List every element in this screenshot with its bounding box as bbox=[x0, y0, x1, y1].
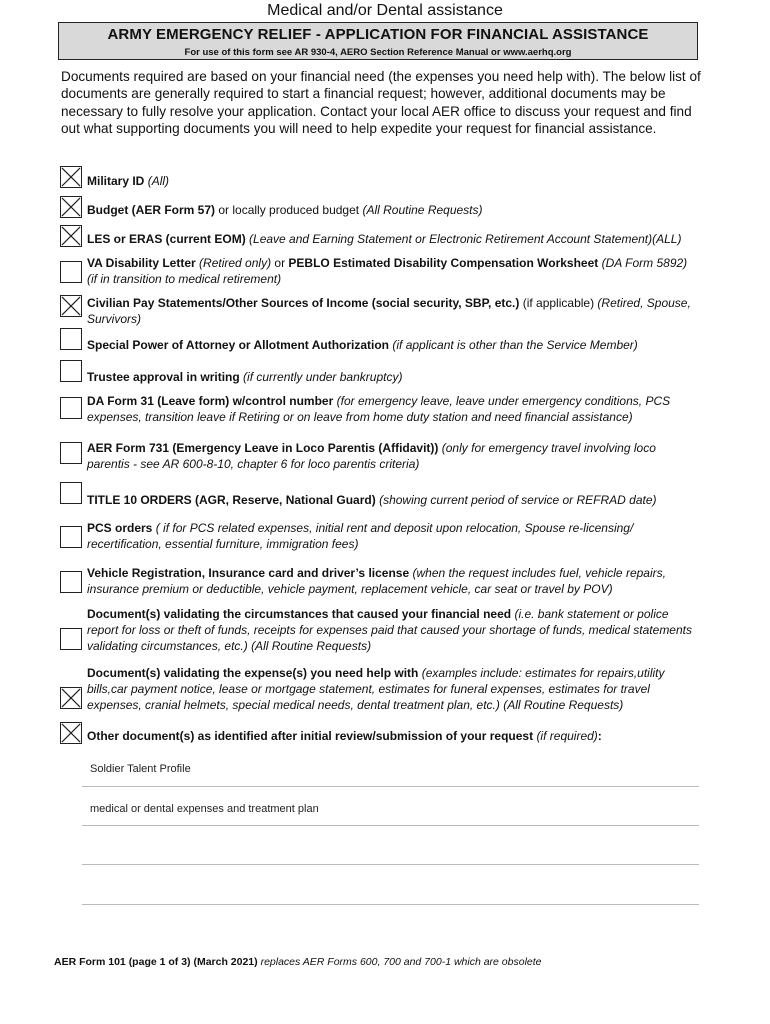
item-note: (only for emergency travel involving loco parentis - see AR 600-8-10, chapter 6 for loco parentis criteria) bbox=[87, 441, 656, 471]
item-label: Document(s) validating the expense(s) you need help with bbox=[87, 666, 419, 680]
fill-line-1 bbox=[82, 786, 699, 787]
item-label: Special Power of Attorney or Allotment Authorization bbox=[87, 338, 390, 352]
item-note: (Retired, Spouse, Survivors) bbox=[87, 296, 691, 326]
form-title: ARMY EMERGENCY RELIEF - APPLICATION FOR FINANCIAL ASSISTANCE bbox=[107, 26, 649, 43]
checkbox-pcs-orders[interactable] bbox=[60, 526, 82, 548]
item-label: Trustee approval in writing bbox=[87, 370, 240, 384]
item-label: LES or ERAS (current EOM) bbox=[87, 232, 246, 246]
checkbox-title-10-orders[interactable] bbox=[60, 482, 82, 504]
item-note: (All Routine Requests) bbox=[362, 203, 483, 217]
checkbox-other-docs[interactable] bbox=[60, 722, 82, 744]
item-label: VA Disability Letter bbox=[87, 256, 196, 270]
checkbox-va-disability[interactable] bbox=[60, 261, 82, 283]
item-note: (if applicant is other than the Service Member) bbox=[392, 338, 638, 352]
footer-form-id: AER Form 101 (page 1 of 3) (March 2021) bbox=[54, 956, 258, 968]
checkbox-da-form-31[interactable] bbox=[60, 397, 82, 419]
checkbox-budget[interactable] bbox=[60, 196, 82, 218]
item-label: PCS orders bbox=[87, 521, 153, 535]
item-label: Other document(s) as identified after initial review/submission of your request bbox=[87, 729, 534, 743]
form-header bbox=[58, 22, 698, 60]
fill-line-3 bbox=[82, 864, 699, 865]
checkbox-military-id[interactable] bbox=[60, 166, 82, 188]
item-label: TITLE 10 ORDERS (AGR, Reserve, National Guard) bbox=[87, 493, 376, 507]
item-label: Document(s) validating the circumstances that caused your financial need bbox=[87, 607, 512, 621]
item-note: (All) bbox=[147, 174, 170, 188]
item-note: (when the request includes fuel, vehicle repairs, insurance premium or deductible, vehicle payment, replacement vehicle, car seat or travel by POV) bbox=[87, 566, 666, 596]
item-label-secondary: PEBLO Estimated Disability Compensation Worksheet bbox=[288, 256, 599, 270]
checkbox-aer-form-731[interactable] bbox=[60, 442, 82, 464]
item-label: DA Form 31 (Leave form) w/control number bbox=[87, 394, 334, 408]
item-label: Vehicle Registration, Insurance card and driver’s license bbox=[87, 566, 410, 580]
checkbox-power-of-attorney[interactable] bbox=[60, 328, 82, 350]
checkbox-les-eras[interactable] bbox=[60, 225, 82, 247]
item-note: ( if for PCS related expenses, initial rent and deposit upon relocation, Spouse re-licensing/ recertification, essential furniture, immigration fees) bbox=[87, 521, 634, 551]
fill-line-4 bbox=[82, 904, 699, 905]
item-label: Budget (AER Form 57) bbox=[87, 203, 216, 217]
checkbox-civilian-pay[interactable] bbox=[60, 295, 82, 317]
intro-paragraph: Documents required are based on your financial need (the expenses you need help with). The below list of documents are generally required to start a financial request; however, additional documents may be necessary to fully resolve your application. Contact your local AER office to discuss your request and find out what supporting documents you will need to help expedite your request for financial assistance. bbox=[61, 69, 701, 137]
item-note: (for emergency leave, leave under emergency conditions, PCS expenses, transition leave if Retiring or on leave from home duty station and need financial assistance) bbox=[87, 394, 671, 424]
other-doc-entry-1[interactable]: Soldier Talent Profile bbox=[90, 763, 191, 775]
form-footer bbox=[54, 956, 542, 968]
form-subtitle: For use of this form see AR 930-4, AERO Section Reference Manual or www.aerhq.org bbox=[184, 47, 572, 58]
item-note: (Retired only) bbox=[199, 256, 272, 270]
item-note: (if required) bbox=[536, 729, 598, 743]
item-label: AER Form 731 (Emergency Leave in Loco Parentis (Affidavit)) bbox=[87, 441, 439, 455]
checkbox-circumstances-docs[interactable] bbox=[60, 628, 82, 650]
page-title: Medical and/or Dental assistance bbox=[267, 2, 503, 19]
other-doc-entry-2[interactable]: medical or dental expenses and treatment plan bbox=[90, 803, 319, 815]
item-note: (if currently under bankruptcy) bbox=[243, 370, 403, 384]
item-note: (Leave and Earning Statement or Electronic Retirement Account Statement)(ALL) bbox=[249, 232, 682, 246]
checkbox-trustee-approval[interactable] bbox=[60, 360, 82, 382]
checkbox-vehicle-registration[interactable] bbox=[60, 571, 82, 593]
item-note: (examples include: estimates for repairs,utility bills,car payment notice, lease or mortgage statement, estimates for funeral expenses, estimates for travel expenses, cranial helmets, special medical needs, dental treatment plan, etc.) (All Routine Requests) bbox=[87, 666, 665, 712]
item-label: Civilian Pay Statements/Other Sources of Income (social security, SBP, etc.) bbox=[87, 296, 520, 310]
fill-line-2 bbox=[82, 825, 699, 826]
checkbox-expense-docs[interactable] bbox=[60, 687, 82, 709]
item-note-secondary: (DA Form 5892) (if in transition to medical retirement) bbox=[87, 256, 688, 286]
item-note: (i.e. bank statement or police report for loss or theft of funds, receipts for expenses paid that caused your shortage of funds, medical statements validating circumstances, etc.) (All Routine Requests) bbox=[87, 607, 692, 653]
footer-note: replaces AER Forms 600, 700 and 700-1 which are obsolete bbox=[257, 956, 542, 968]
item-note: (showing current period of service or REFRAD date) bbox=[379, 493, 657, 507]
item-label: Military ID bbox=[87, 174, 145, 188]
